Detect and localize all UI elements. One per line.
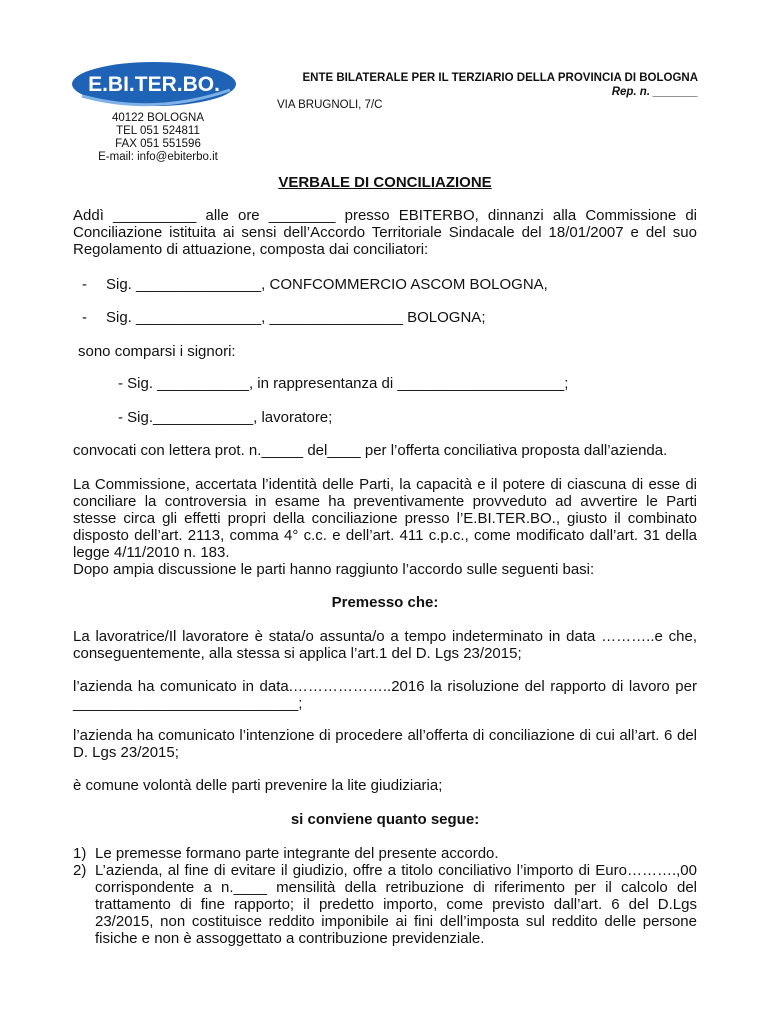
list-item-number: 1) (73, 845, 87, 862)
premesso-item: l’azienda ha comunicato l’intenzione di procedere all’offerta di conciliazione di cui all’art. 6 del D. Lgs 23/2015; (73, 727, 697, 761)
contact-block (88, 112, 228, 164)
conciliator-line: Sig. _______________, CONFCOMMERCIO ASCOM BOLOGNA, (106, 276, 548, 293)
conviene-heading: si conviene quanto segue: (290, 811, 480, 828)
premesso-item: è comune volontà delle parti prevenire la lite giudiziaria; (73, 777, 443, 794)
appeared-line: sono comparsi i signori: (78, 343, 236, 360)
logo-text: E.BI.TER.BO. (88, 73, 220, 96)
list-item-number: 2) (73, 862, 87, 879)
conciliator-line: Sig. _______________, ________________ BOLOGNA; (106, 309, 486, 326)
conciliator-dash: - (82, 309, 87, 326)
premesso-item: La lavoratrice/Il lavoratore è stata/o assunta/o a tempo indeterminato in data ………..e che, conseguentemente, alla stessa si applica l’art.1 del D. Lgs 23/2015; (73, 628, 697, 662)
discussion-line: Dopo ampia discussione le parti hanno raggiunto l’accordo sulle seguenti basi: (73, 561, 595, 578)
conciliator-dash: - (82, 276, 87, 293)
contact-phone: TEL 051 524811 (116, 125, 200, 137)
document-title: VERBALE DI CONCILIAZIONE (278, 174, 492, 191)
commission-paragraph: La Commissione, accertata l’identità delle Parti, la capacità e il potere di ciascuna di esse di conciliare la controversia in esame ha preventivamente provveduto ad avvertire le Parti stesse circa gli effetti propri della conciliazione presso l’E.BI.TER.BO., giusto il combinato disposto dell’art. 2113, comma 4° c.c. e dell’art. 411 c.p.c., come modificato dall’art. 31 della legge 4/11/2010 n. 183. (73, 476, 697, 561)
premesso-item: l’azienda ha comunicato in data.………………..2016 la risoluzione del rapporto di lavoro per ___________________________; (73, 678, 697, 712)
ebiterbo-logo (70, 60, 240, 110)
organization-address: VIA BRUGNOLI, 7/C (277, 99, 383, 111)
contact-email: E-mail: info@ebiterbo.it (98, 151, 218, 163)
list-item-text: L’azienda, al fine di evitare il giudizio, offre a titolo conciliativo l’importo di Euro……….,00 corrispondente a n.____ mensilità della retribuzione di riferimento per il calcolo del trattamento di fine rapporto; il predetto importo, come previsto dall’art. 6 del D.Lgs 23/2015, non costituisce reddito imponibile ai fini dell’imposta sul reddito delle persone fisiche e non è assoggettato a contribuzione previdenziale. (95, 862, 697, 947)
party-line: - Sig.____________, lavoratore; (118, 409, 333, 426)
organization-name: ENTE BILATERALE PER IL TERZIARIO DELLA PROVINCIA DI BOLOGNA (302, 72, 698, 84)
party-line: - Sig. ___________, in rappresentanza di ____________________; (118, 375, 569, 392)
intro-paragraph: Addì __________ alle ore ________ presso EBITERBO, dinnanzi alla Commissione di Conciliazione istituita ai sensi dell’Accordo Territoriale Sindacale del 18/01/2007 e del suo Regolamento di attuazione, composta dai conciliatori: (73, 207, 697, 258)
contact-city: 40122 BOLOGNA (111, 112, 205, 124)
list-item-text: Le premesse formano parte integrante del presente accordo. (95, 845, 499, 862)
premesso-heading: Premesso che: (331, 594, 439, 611)
contact-fax: FAX 051 551596 (115, 138, 201, 150)
convened-line: convocati con lettera prot. n._____ del____ per l’offerta conciliativa proposta dall’azienda. (73, 442, 668, 459)
rep-number: Rep. n. _______ (611, 86, 698, 98)
